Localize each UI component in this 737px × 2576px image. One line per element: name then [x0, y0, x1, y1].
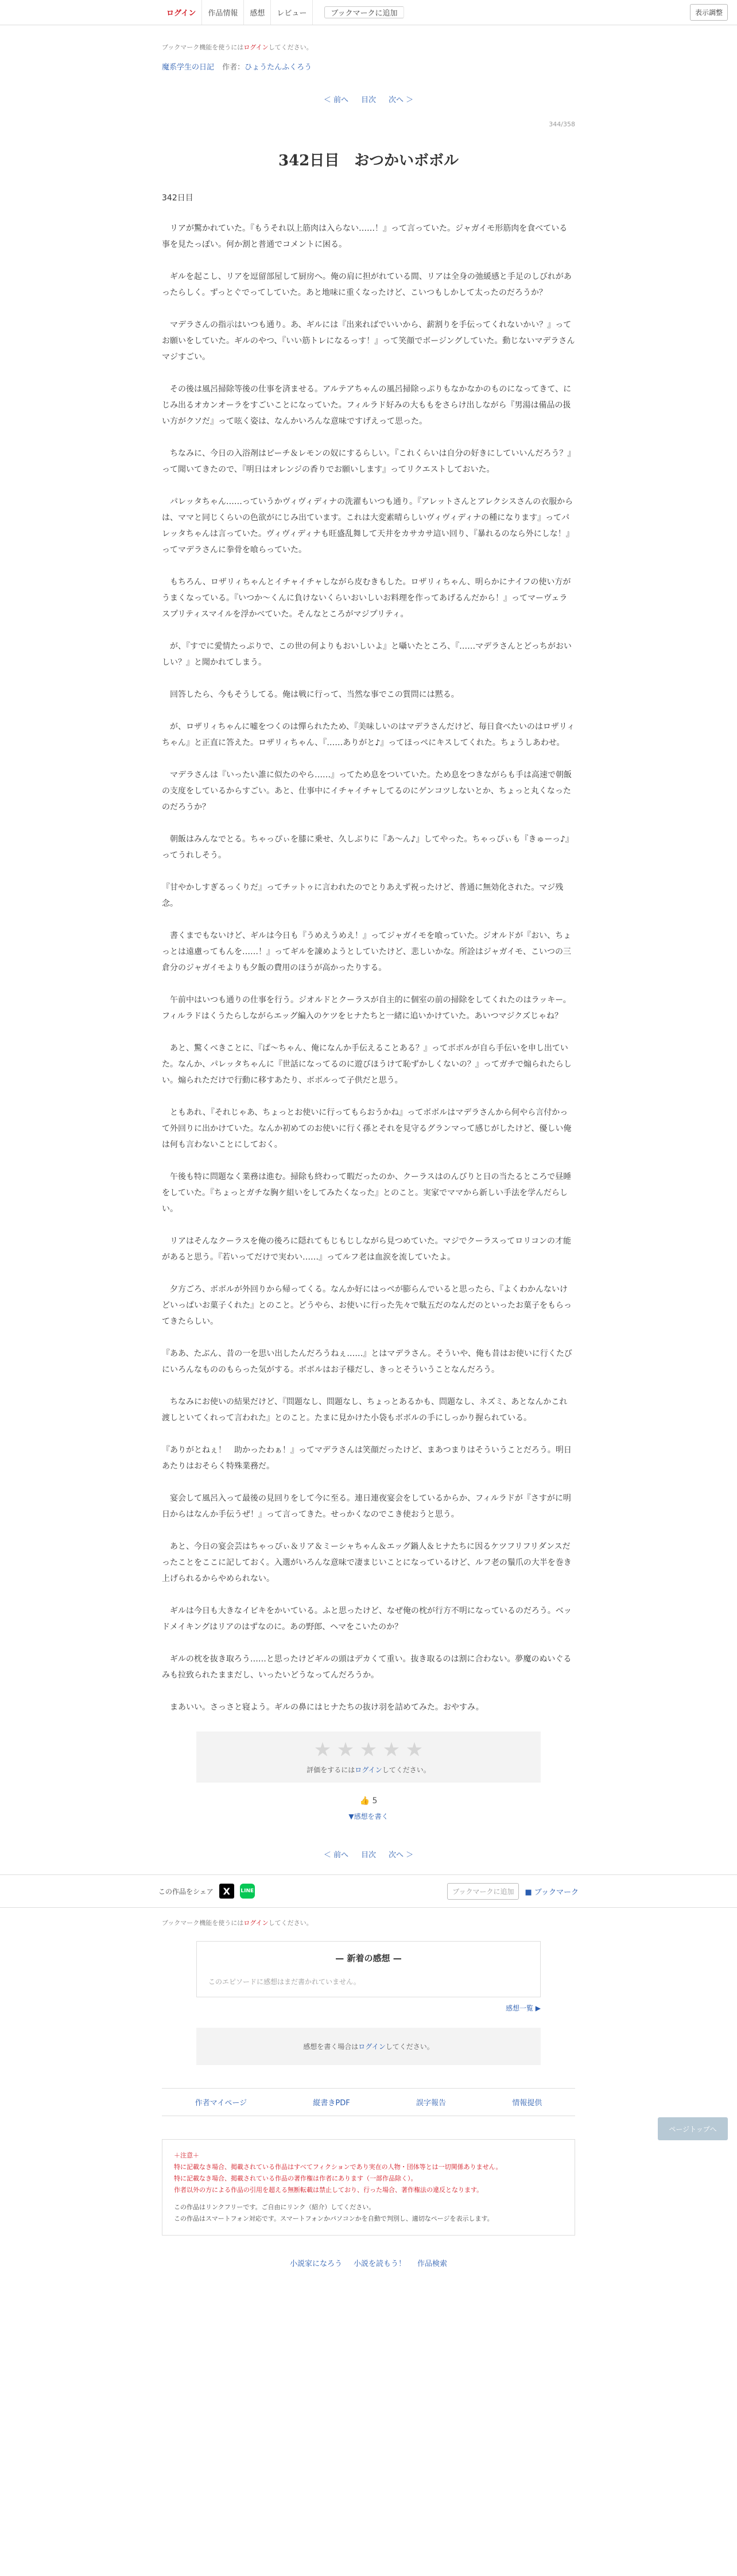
bookmark-notice-bottom: ブックマーク機能を使うにはログインしてください。 [162, 1919, 313, 1927]
episode-body [162, 220, 575, 1715]
caution-info: この作品はリンクフリーです。ご自由にリンク（紹介）してください。 この作品はスマートフォン対応です。スマートフォンかパソコンかを自動で判別し、適切なページを表示します。 [174, 2203, 494, 2222]
rating-message: 評価をするにはログインしてください。 [307, 1766, 430, 1774]
star-icon[interactable]: ★ [359, 1738, 378, 1761]
episode-paragraph: リアが驚かれていた。『もうそれ以上筋肉は入らない……！』って言っていた。ジャガイモ形筋肉を食べている事を見たっぽい。何か割と普通でコメントに困る。 [162, 224, 568, 249]
prev-link-bottom[interactable]: ＜ 前へ [323, 1851, 348, 1860]
top-nav [161, 0, 410, 25]
bookmark-link[interactable]: ■ ブックマーク [525, 1888, 579, 1897]
episode-paragraph: ともあれ、『それじゃあ、ちょっとお使いに行ってもらおうかね』ってボボルはマデラさんから何やら言付かって外回りに出かけていた。なんか初めてのお使いに行く孫とそれを見守るグランマって感じがしたけど、優しい俺は何も言わないことにしておく。 [162, 1108, 572, 1149]
nav-reviews[interactable]: レビュー [271, 0, 313, 25]
write-review-link[interactable]: ▼感想を書く [348, 1812, 389, 1820]
episode-title: 342日目 おつかいボボル [278, 152, 459, 169]
series-info [162, 61, 575, 72]
toc-link[interactable]: 目次 [360, 96, 376, 104]
star-icon[interactable]: ★ [382, 1738, 401, 1761]
share-bar [0, 1874, 737, 1908]
page-top-button[interactable]: ページトップへ [658, 2117, 728, 2140]
impression-login-link[interactable]: ログイン [358, 2043, 386, 2051]
episode-paragraph: ちなみに、今日の入浴剤はピーチ＆レモンの奴にするらしい。『これくらいは自分の好きにしていいんだろう？』って聞いてきたので、『明日はオレンジの香りでお願いします』ってリクエストしておいた。 [162, 449, 572, 474]
next-link[interactable]: 次へ ＞ [389, 96, 414, 104]
narou-link[interactable]: 小説家になろう [289, 2260, 342, 2268]
episode-paragraph: ちなみにお使いの結果だけど、『問題なし、問題なし、ちょっとあるかも、問題なし、ネズミ、あとなんかこれ渡しといてくれって言われた』とのこと。たまに見かけた小袋もボボルの手にしっかり握られている。 [162, 1397, 568, 1423]
episode-subtitle: 342日目 [162, 193, 193, 203]
nav-work-info[interactable]: 作品情報 [202, 0, 244, 25]
page-count: 344/358 [549, 121, 575, 128]
episode-paragraph: が、『すでに愛情たっぷりで、この世の何よりもおいしいよ』と囁いたところ、『……マデラさんとどっちがおいしい？』と聞かれてしまう。 [162, 642, 572, 667]
impressions-title: — 新着の感想 — [335, 1953, 402, 1963]
episode-paragraph: まあいい。さっさと寝よう。ギルの鼻にはヒナたちの抜け羽を詰めてみた。おやすみ。 [162, 1703, 484, 1712]
yomou-link[interactable]: 小説を読もう！ [353, 2260, 406, 2268]
star-icon[interactable]: ★ [336, 1738, 355, 1761]
nav-impressions[interactable]: 感想 [244, 0, 271, 25]
bookmark-add-button[interactable]: ブックマークに追加 [324, 6, 404, 18]
info-provide-link[interactable]: 情報提供 [512, 2099, 542, 2108]
rating-box [196, 1731, 541, 1783]
episode-paragraph: 『ありがとねぇ！ 助かったわぁ！』ってマデラさんは笑顔だったけど、まあつまりはそういうことだろう。明日あたりはおそらく特殊業務だ。 [162, 1446, 572, 1471]
episode-paragraph: 午後も特に問題なく業務は進む。掃除も終わって暇だったのか、クーラスはのんびりと日の当たるところで昼睡をしていた。『ちょっとガチな胸ケ組いをしてみたくなった』とのこと。実家でママから新しい手法を学んだらしい。 [162, 1172, 572, 1214]
episode-paragraph: その後は風呂掃除等後の仕事を済ませる。アルテアちゃんの風呂掃除っぷりもなかなかのものになってきて、にじみ出るオカンオーラをすごいことになっていた。フィルラド好みの大ももをさらけ出しながら『男湯は備品の扱い方がクソだ』って呟く姿は、なんかいろんな意味ですげえって思った。 [162, 385, 572, 426]
caution-line: 特に記載なき場合、掲載されている作品の著作権は作者にあります（一部作品除く）。 [174, 2175, 417, 2182]
vertical-pdf-link[interactable]: 縦書きPDF [313, 2099, 350, 2108]
episode-paragraph: あと、驚くべきことに、『ぱ～ちゃん、俺になんか手伝えることある？』ってボボルが自ら手伝いを申し出ていた。なんか、パレッタちゃんに『世話になってるのに遊びほうけて恥ずかしくないの？』ってガチで煽られたらしい。煽られただけで行動に移すあたり、ボボルって子供だと思う。 [162, 1044, 572, 1085]
episode-paragraph: 朝飯はみんなでとる。ちゃっぴぃを膝に乗せ、久しぶりに『あ～ん♪』してやった。ちゃっぴぃも『きゅーっ♪』ってうれしそう。 [162, 835, 573, 860]
impressions-empty: このエピソードに感想はまだ書かれていません。 [208, 1978, 360, 1986]
bookmark-icon: ■ [525, 1888, 532, 1897]
prev-link[interactable]: ＜ 前へ [323, 96, 348, 104]
episode-paragraph: もちろん、ロザリィちゃんとイチャイチャしながら皮むきもした。ロザリィちゃん、明らかにナイフの使い方がうまくなっている。『いつか～くんに負けないくらいおいしいお料理を作ってあげるんだから！』ってマーヴェラスプリティスマイルを浮かべていた。そんなところがマジプリティ。 [162, 578, 571, 619]
bottom-links [0, 2257, 737, 2291]
caution-line: 作者以外の方による作品の引用を超える無断転載は禁止しており、行った場合、著作権法の違反となります。 [174, 2186, 483, 2194]
top-bar [0, 0, 737, 25]
episode-paragraph: 夕方ごろ、ボボルが外回りから帰ってくる。なんか好にはっぺが膨らんでいると思ったら、『よくわかんないけどいっぱいお菓子くれた』とのこと。どうやら、お使いに行った先々で駄五だのなんだのといったお菓子をもらってきたらしい。 [162, 1285, 572, 1326]
next-link-bottom[interactable]: 次へ ＞ [389, 1851, 414, 1860]
pager-top [162, 94, 575, 104]
episode-paragraph: マデラさんの指示はいつも通り。あ、ギルには『出来ればでいいから、薪割りを手伝ってくれないかい？』ってお願いをしていた。ギルのやつ、『いい筋トレになるっす！』って笑顔でボージングしていた。動じないマデラさんマジすごい。 [162, 320, 575, 362]
line-share-icon[interactable]: LINE [240, 1884, 255, 1899]
bookmark-add-button-bottom[interactable]: ブックマークに追加 [447, 1883, 519, 1900]
impressions-list-link[interactable]: 感想一覧 ▶ [505, 2004, 541, 2012]
star-icon[interactable]: ★ [405, 1738, 424, 1761]
caution-title: ＋注意＋ [174, 2152, 199, 2159]
episode-paragraph: 書くまでもないけど、ギルは今日も『うめえうめえ！』ってジャガイモを喰っていた。ジオルドが『おい、ちょっとは遠慮ってもんを……！』ってギルを諌めようとしていたけど、悲しいかな。所詮はジャガイモ、こいつの三倉分のジャガイモよりも夕飯の費用のほうが高かったりする。 [162, 931, 572, 973]
episode-paragraph: 午前中はいつも通りの仕事を行う。ジオルドとクーラスが自主的に個室の前の掃除をしてくれたのはラッキー。フィルラドはくうたらしながらエッグ編入のケツをヒナたちと一緒に追いかけていた。あいつマジクズじゃね？ [162, 995, 571, 1021]
caution-box [162, 2139, 575, 2236]
thumbs-up-icon: 👍 [359, 1796, 370, 1806]
episode-paragraph: 『ああ、たぶん、昔の一を思い出したんだろうねぇ……』とはマデラさん。そういや、俺も昔はお使いに行くたびにいろんなもののもらった気がする。ボボルはお子様だし、きっとそういうことなんだろう。 [162, 1349, 572, 1374]
like-button[interactable] [0, 1796, 737, 1806]
star-icon[interactable]: ★ [313, 1738, 332, 1761]
author-mypage-link[interactable]: 作者マイページ [195, 2099, 247, 2108]
x-share-icon[interactable]: X [219, 1884, 234, 1899]
like-count: 5 [372, 1796, 378, 1806]
notice-login-link-bottom[interactable]: ログイン [243, 1919, 269, 1927]
author-label: 作者： [222, 63, 245, 72]
author-link[interactable]: ひょうたんふくろう [245, 63, 312, 72]
rating-login-link[interactable]: ログイン [355, 1766, 382, 1774]
pager-bottom [0, 1849, 737, 1860]
episode-paragraph: 宴会して風呂入って最後の見回りをして今に至る。連日連夜宴会をしているからか、フィルラドが『さすがに明日からはなんか手伝うぜ！』って言ってきた。せっかくなのでこき使おうと思う。 [162, 1494, 571, 1519]
rating-stars [196, 1738, 541, 1761]
toc-link-bottom[interactable]: 目次 [360, 1851, 376, 1860]
bookmark-notice: ブックマーク機能を使うにはログインしてください。 [162, 44, 313, 51]
display-settings-button[interactable]: 表示調整 [690, 4, 728, 21]
main-content [162, 25, 575, 1715]
episode-paragraph: ギルを起こし、リアを逗留部屋して厨房へ。俺の肩に担がれている間、リアは全身の弛緩感と手足のしびれがあったらしく。ずっとぐでってしていた。あと地味に重くなったけど、こいつもしかして太ったのだろうか？ [162, 272, 572, 297]
share-label: この作品をシェア [158, 1887, 214, 1896]
impression-write-box: 感想を書く場合はログインしてください。 [196, 2028, 541, 2065]
episode-paragraph: あと、今日の宴会芸はちゃっぴぃ＆リア＆ミーシャちゃん＆エッグ鍋人＆ヒナたちに因るケツフリフリダンスだったことをここに記しておく。入選がいろんな意味で凄まじいことになっているけど、ルフ老の鬚爪の大半を巻き上げられるからやめられない。 [162, 1542, 572, 1583]
series-title-link[interactable]: 魔系学生の日記 [162, 63, 215, 72]
footer-links [162, 2088, 575, 2116]
episode-paragraph: マデラさんは『いったい誰に似たのやら……』ってため息をついていた。ため息をつきながらも手は高速で朝飯の支度をしているからすごい。あと、仕事中にイチャイチャしてるのにゲンコツしないとか、ちょっと丸くなったのだろうか？ [162, 770, 572, 812]
caution-line: 特に記載なき場合、掲載されている作品はすべてフィクションであり実在の人物・団体等とは一切関係ありません。 [174, 2163, 502, 2171]
episode-paragraph: 回答したら、今もそうしてる。俺は戦に行って、当然な事でこの質問には黙る。 [162, 690, 459, 699]
episode-paragraph: ギルは今日も大きなイビキをかいている。ふと思ったけど、なぜ俺の枕が行方不明になっているのだろう。ベッドメイキングはリアのはずなのに。あの野郎、ヘマをこいたのか？ [162, 1606, 572, 1632]
impressions-box [196, 1941, 541, 1997]
episode-paragraph: リアはそんなクーラスを俺の後ろに隠れてもじもじしながら見つめていた。マジでクーラスってロリコンの才能があると思う。『若いってだけで実わい……』ってルフ老は血涙を流していたよ。 [162, 1237, 572, 1262]
notice-login-link[interactable]: ログイン [243, 44, 269, 51]
search-link[interactable]: 作品検索 [417, 2260, 448, 2268]
typo-report-link[interactable]: 誤字報告 [416, 2099, 447, 2108]
episode-paragraph: が、ロザリィちゃんに嘘をつくのは憚られたため、『美味しいのはマデラさんだけど、毎日食べたいのはロザリィちゃん』と正直に答えた。ロザリィちゃん、『……ありがと♪』ってほっぺにキスしてくれた。ちょうしあわせ。 [162, 722, 575, 747]
episode-paragraph: 『甘やかしすぎるっくりだ』ってチットゥに言われたのでとりあえず祝ったけど、普通に無効化された。マジ残念。 [162, 883, 564, 908]
episode-paragraph: パレッタちゃん……っていうかヴィヴィディナの洗濯もいつも通り。『アレットさんとアレクシスさんの衣服からは、ママと同じくらいの色欲がにじみ出ています。これは大変素晴らしいヴィヴィディナの種になります』ってパレッタちゃんは言っていた。ヴィヴィディナも旺盛乱舞して天井をカサカサ這い回り、『暴れるのなら外にしな！』ってマデラさんに拳骨を喰らっていた。 [162, 497, 574, 555]
login-link[interactable]: ログイン [161, 0, 202, 25]
episode-paragraph: ギルの枕を抜き取ろう……と思ったけどギルの頭はデカくて重い。抜き取るのは割に合わない。夢魔のぬいぐるみも拉致られたままだし、いったいどうなってんだろうか。 [162, 1655, 572, 1680]
